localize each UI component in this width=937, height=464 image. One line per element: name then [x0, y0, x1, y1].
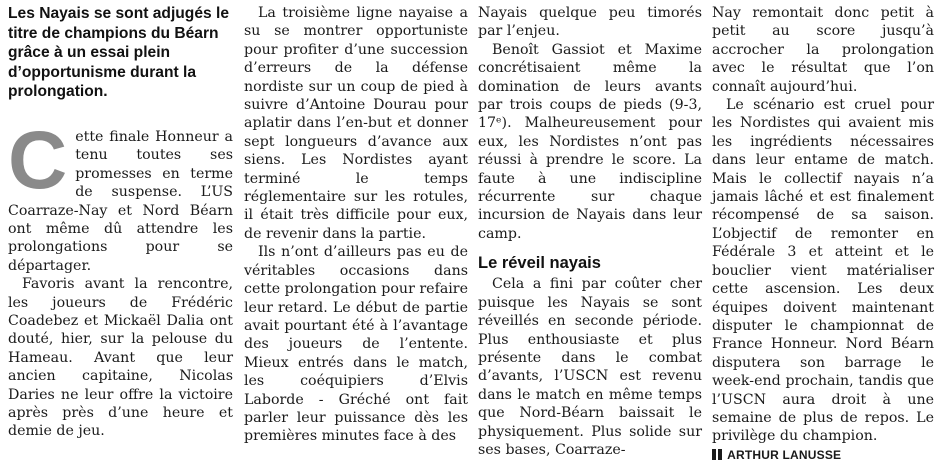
article-subheading: Le réveil nayais	[478, 254, 601, 273]
article-paragraph-6-part-2: Nay remontait donc petit à petit au score jusqu’à accrocher la prolongation avec le résultat que l’on connaît aujourd’hui.	[712, 5, 934, 95]
column-3	[478, 4, 702, 458]
article-paragraph-3: La troisième ligne nayaise a su se montrer opportuniste pour profiter d’une succession d’erreurs de la défense nordiste sur un coup de pied à suivre d’Antoine Dourau pour aplatir dans l’en-but et donner sept longueurs d’avance aux siens. Les Nordistes ayant terminé le temps réglementaire sur les rotules, il était très difficile pour eux, de revenir dans la partie.	[244, 5, 468, 242]
paragraph-1-text: ette finale Honneur a tenu toutes ses promesses en terme de suspense. L’US Coarraze-Nay et Nord Béarn ont même dû attendre les prolongations pour se départager.	[8, 128, 233, 274]
signature-bar	[712, 449, 716, 460]
article-paragraph-7: Le scénario est cruel pour les Nordistes qui avaient mis les ingrédients nécessaires dans leur entame de match. Mais le collectif nayais n’a jamais lâché et est finalement récompensé de sa saison. L’objectif de remonter en Fédérale 3 et atteint et le bouclier vient matérialiser cette ascension. Les deux équipes doivent maintenant disputer le championnat de France Honneur. Nord Béarn disputera son barrage le week-end prochain, tandis que l’USCN aura droit à une semaine de plus de repos. Le privilège du champion.	[712, 97, 934, 445]
article-paragraph-4-part-2: Nayais quelque peu timorés par l’enjeu.	[478, 5, 702, 40]
author-signature	[712, 446, 934, 464]
article-paragraph-4-part-1: Ils n’ont d’ailleurs pas eu de véritables occasions dans cette prolongation pour refaire leur retard. Le début de partie avait pourtant été à l’avantage des joueurs de l’entente. Mieux entrés dans le match, les coéquipiers d’Elvis Laborde - Gréché ont fait parler leur puissance dès les premières minutes face à des	[244, 244, 468, 445]
article-lead: Les Nayais se sont adjugés le titre de champions du Béarn grâce à un essai plein d’opportunisme durant la prolongation.	[8, 5, 230, 101]
signature-bar	[718, 449, 722, 460]
column-2	[244, 4, 468, 445]
article-paragraph-5: Benoît Gassiot et Maxime concrétisaient même la domination de leurs avants par trois coups de pieds (9-3, 17ᵉ). Malheureusement pour eux, les Nordistes n’ont pas réussi à prendre le score. La faute à une indiscipline récurrente sur chaque incursion de Nayais dans leur camp.	[478, 41, 702, 242]
column-1	[8, 4, 233, 440]
author-name: ARTHUR LANUSSE	[727, 447, 842, 462]
article-paragraph-6-part-1: Cela a fini par coûter cher puisque les Nayais se sont réveillés en seconde période. Plus enthousiaste et plus présente dans le combat d’avants, l’USCN est revenu dans le match en même temps que Nord-Béarn baissait le physiquement. Plus solide sur ses bases, Coarraze-	[478, 276, 702, 458]
column-4	[712, 4, 934, 462]
article-paragraph-1	[8, 114, 233, 275]
article-paragraph-2: Favoris avant la rencontre, les joueurs de Frédéric Coadebez et Mickaël Dalia ont douté, hier, sur la pelouse du Hameau. Avant que leur ancien capitaine, Nicolas Daries ne leur offre la victoire après près d’une heure et demie de jeu.	[8, 276, 233, 440]
drop-cap: C	[8, 114, 68, 206]
